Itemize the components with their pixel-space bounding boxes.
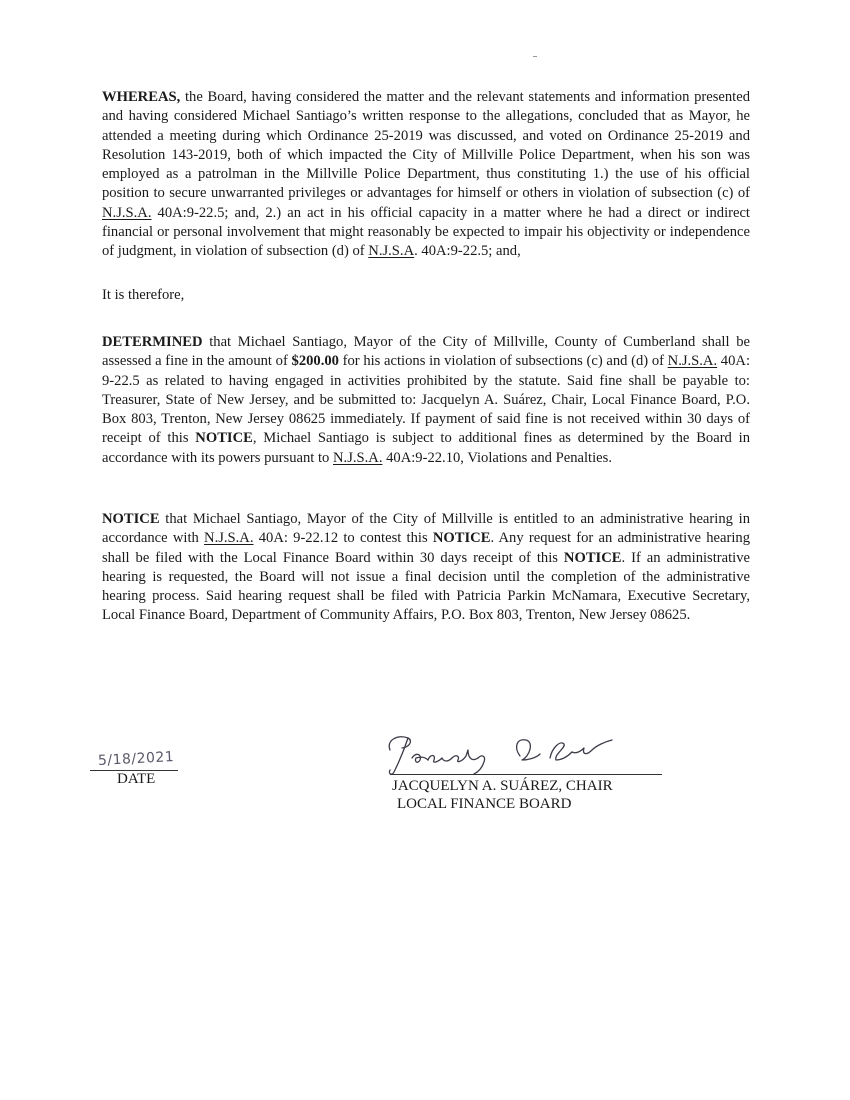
determined-paragraph — [102, 333, 750, 468]
notice-text-1: that Michael Santiago, Mayor of the City of Millville is entitled to an administrative hearing in accordance with — [102, 511, 750, 547]
statute-ref: N.J.S.A — [368, 243, 415, 260]
statute-ref: N.J.S.A. — [667, 353, 718, 370]
statute-ref: N.J.S.A. — [102, 204, 152, 221]
statute-ref: N.J.S.A. — [333, 449, 383, 466]
determined-text-4: , Michael Santiago is subject to additional fines as determined by the Board in accordance with its powers pursuant to — [102, 430, 750, 466]
notice-text-2: 40A: 9-22.12 to contest this — [253, 530, 433, 547]
date-label: DATE — [117, 771, 156, 787]
notice-text-3: . Any request for an administrative hearing shall be filed with the Local Finance Board within 30 days receipt of this — [102, 530, 750, 566]
determined-lead: DETERMINED — [102, 334, 203, 350]
chair-signature-line — [390, 774, 662, 775]
chair-organization: LOCAL FINANCE BOARD — [397, 796, 572, 812]
statute-ref: N.J.S.A. — [204, 530, 254, 547]
scan-mark — [533, 56, 537, 57]
whereas-text-3: . 40A:9-22.5; and, — [414, 243, 521, 260]
determined-text-3: 40A: 9-22.5 as related to having engaged in activities prohibited by the statute. Said fine shall be payable to: Treasurer, State of New Jersey, and be submitted to: Jacquelyn A. Suárez, Chair, Local Finance Board, P.O. Box 803, Trenton, New Jersey 08625 immediately. If payment of said fine is not received within 30 days of receipt of this — [102, 353, 750, 447]
determined-text-5: 40A:9-22.10, Violations and Penalties. — [382, 449, 612, 466]
determined-text-2: for his actions in violation of subsections (c) and (d) of — [338, 353, 668, 370]
notice-word: NOTICE — [432, 530, 491, 547]
chair-signature-block — [360, 728, 670, 828]
chair-name: JACQUELYN A. SUÁREZ, CHAIR — [392, 778, 613, 794]
whereas-text-1: the Board, having considered the matter and the relevant statements and information presented and having considered Michael Santiago’s written response to the allegations, concluded that as Mayor, he attended a meeting during which Ordinance 25-2019 was discussed, and voted on Ordinance 25-2019 and Resolution 143-2019, both of which impacted the City of Millville Police Department, when his son was employed as a patrolman in the Millville Police Department, thus constituting 1.) the use of his official position to secure unwarranted privileges or advantages for himself or others in violation of subsection (c) of — [102, 89, 750, 202]
notice-lead: NOTICE — [102, 511, 160, 527]
whereas-lead: WHEREAS, — [102, 89, 181, 105]
notice-text-4: . If an administrative hearing is requested, the Board will not issue a final decision until the completion of the administrative hearing process. Said hearing request shall be filed with Patricia Parkin McNamara, Executive Secretary, Local Finance Board, Department of Community Affairs, P.O. Box 803, Trenton, New Jersey 08625. — [102, 549, 750, 624]
notice-word: NOTICE — [195, 430, 253, 447]
handwritten-date: 5/18/2021 — [97, 749, 175, 769]
fine-amount: $200.00 — [291, 353, 339, 370]
notice-paragraph — [102, 510, 750, 626]
whereas-paragraph — [102, 88, 750, 262]
handwritten-signature — [368, 728, 668, 778]
date-signature-block — [90, 748, 182, 788]
notice-word: NOTICE — [563, 549, 622, 566]
determined-text-1: that Michael Santiago, Mayor of the City of Millville, County of Cumberland shall be assessed a fine in the amount of — [102, 334, 750, 370]
whereas-text-2: 40A:9-22.5; and, 2.) an act in his official capacity in a matter where he had a direct or indirect financial or personal involvement that might reasonably be expected to impair his objectivity or independence of judgment, in violation of subsection (d) of — [102, 204, 750, 260]
therefore-line: It is therefore, — [102, 287, 185, 303]
